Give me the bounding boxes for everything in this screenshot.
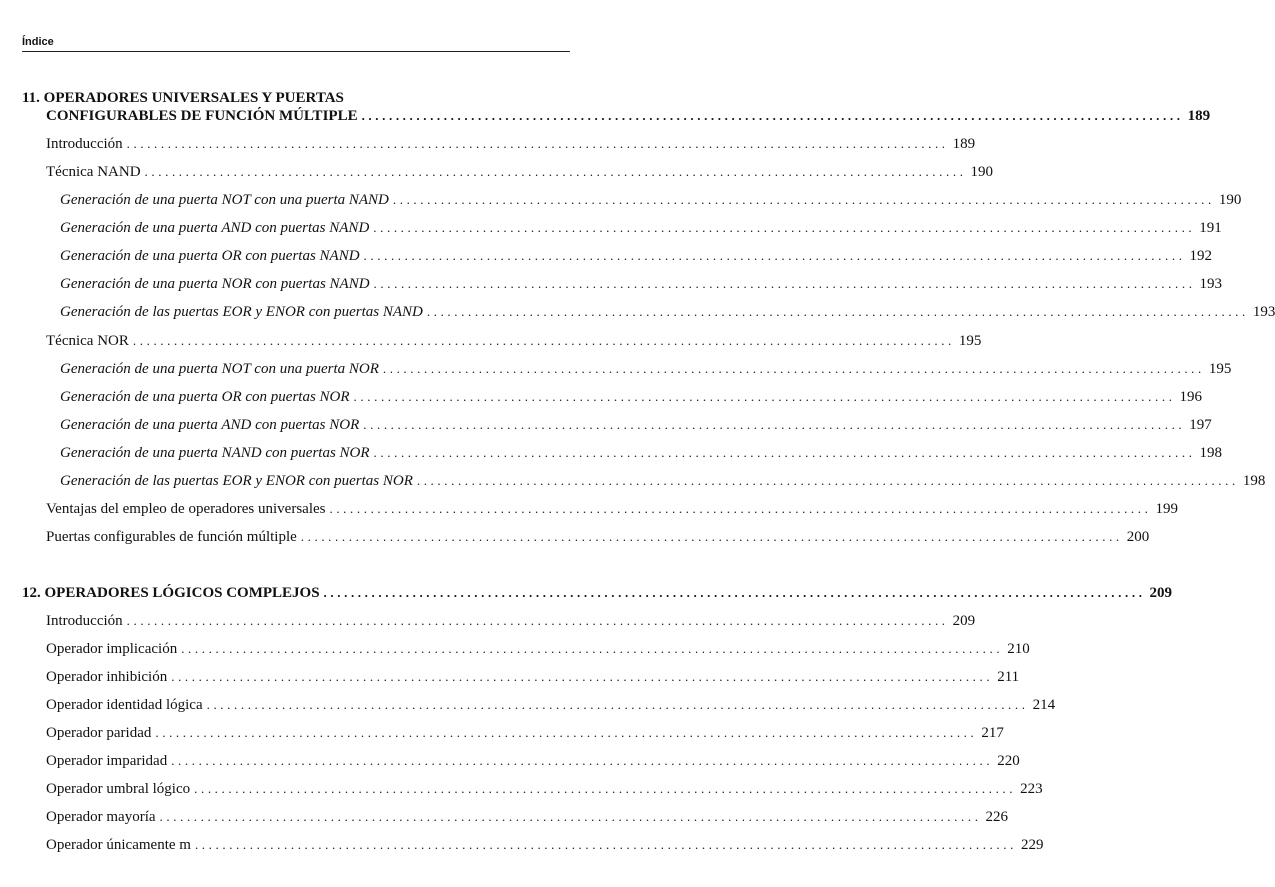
toc-entry[interactable]: Operador únicamente m ........................................................................................................................ 229 (46, 837, 1044, 853)
toc-entry[interactable]: Técnica NOR ........................................................................................................................ 195 (46, 333, 982, 349)
chapter-11-title-line1: 11. OPERADORES UNIVERSALES Y PUERTAS (22, 90, 344, 106)
chapter-12-title[interactable]: 12. OPERADORES LÓGICOS COMPLEJOS ........................................................................................................................ 209 (22, 585, 1173, 601)
toc-subentry[interactable]: Generación de las puertas EOR y ENOR con puertas NAND ........................................................................................................................ 193 (60, 304, 1275, 320)
header-title: Índice (22, 36, 54, 48)
toc-entry[interactable]: Operador identidad lógica ........................................................................................................................ 214 (46, 697, 1056, 713)
toc-subentry[interactable]: Generación de las puertas EOR y ENOR con puertas NOR ........................................................................................................................ 198 (60, 473, 1266, 489)
toc-subentry[interactable]: Generación de una puerta AND con puertas NOR ........................................................................................................................ 197 (60, 417, 1212, 433)
toc-subentry[interactable]: Generación de una puerta NOT con una puerta NAND ........................................................................................................................ 190 (60, 192, 1242, 208)
toc-subentry[interactable]: Generación de una puerta AND con puertas NAND ........................................................................................................................ 191 (60, 220, 1222, 236)
toc-subentry[interactable]: Generación de una puerta NOT con una puerta NOR ........................................................................................................................ 195 (60, 361, 1232, 377)
toc-entry[interactable]: Operador imparidad ........................................................................................................................ 220 (46, 753, 1020, 769)
chapter-11-title-line2[interactable]: CONFIGURABLES DE FUNCIÓN MÚLTIPLE ........................................................................................................................ 189 (46, 108, 1211, 124)
toc-entry[interactable]: Operador mayoría ........................................................................................................................ 226 (46, 809, 1009, 825)
toc-entry[interactable]: Puertas configurables de función múltiple ........................................................................................................................ 200 (46, 529, 1150, 545)
toc-subentry[interactable]: Generación de una puerta NOR con puertas NAND ........................................................................................................................ 193 (60, 276, 1223, 292)
toc-subentry[interactable]: Generación de una puerta NAND con puertas NOR ........................................................................................................................ 198 (60, 445, 1223, 461)
toc-entry[interactable]: Introducción ........................................................................................................................ 209 (46, 613, 976, 629)
toc-entry[interactable]: Operador implicación ........................................................................................................................ 210 (46, 641, 1030, 657)
toc-subentry[interactable]: Generación de una puerta OR con puertas NAND ........................................................................................................................ 192 (60, 248, 1213, 264)
toc-entry[interactable]: Operador paridad ........................................................................................................................ 217 (46, 725, 1004, 741)
running-header (22, 36, 570, 52)
toc-entry[interactable]: Ventajas del empleo de operadores universales ........................................................................................................................ 199 (46, 501, 1178, 517)
toc-entry[interactable]: Operador inhibición ........................................................................................................................ 211 (46, 669, 1020, 685)
toc-entry[interactable]: Introducción ........................................................................................................................ 189 (46, 136, 976, 152)
toc-subentry[interactable]: Generación de una puerta OR con puertas NOR ........................................................................................................................ 196 (60, 389, 1203, 405)
toc-entry[interactable]: Técnica NAND ........................................................................................................................ 190 (46, 164, 994, 180)
toc-entry[interactable]: Operador umbral lógico ........................................................................................................................ 223 (46, 781, 1043, 797)
